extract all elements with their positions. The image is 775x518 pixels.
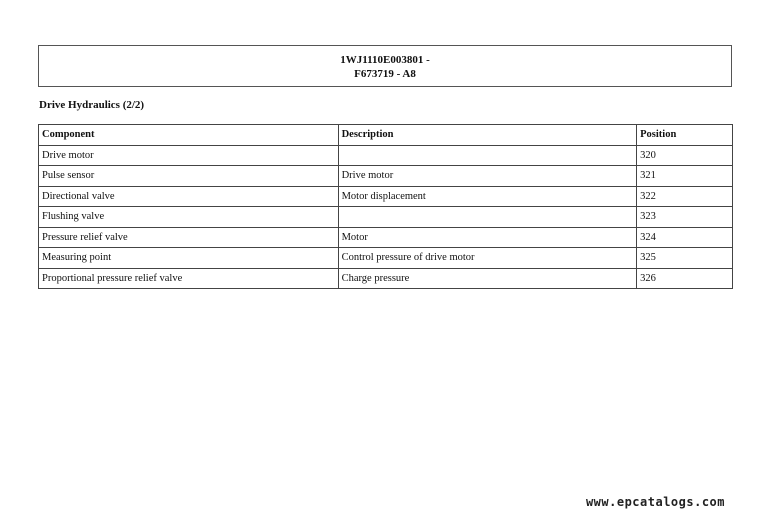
column-header-position: Position [637, 125, 733, 146]
table-header-row [39, 125, 733, 146]
column-header-component: Component [39, 125, 339, 146]
cell-component: Drive motor [39, 145, 339, 166]
cell-component: Directional valve [39, 186, 339, 207]
watermark: www.epcatalogs.com [585, 495, 725, 509]
cell-component: Measuring point [39, 248, 339, 269]
component-table [38, 124, 733, 289]
column-header-description: Description [338, 125, 637, 146]
cell-description: Motor [338, 227, 637, 248]
document-id-line-1: 1WJ1110E003801 - [340, 54, 430, 66]
table-row [39, 248, 733, 269]
cell-component: Flushing valve [39, 207, 339, 228]
cell-position: 324 [637, 227, 733, 248]
document-id-line-2: F673719 - A8 [354, 68, 416, 80]
cell-component: Pulse sensor [39, 166, 339, 187]
cell-position: 321 [637, 166, 733, 187]
table-row [39, 145, 733, 166]
cell-description: Control pressure of drive motor [338, 248, 637, 269]
cell-position: 323 [637, 207, 733, 228]
cell-description: Motor displacement [338, 186, 637, 207]
cell-description: Charge pressure [338, 268, 637, 289]
section-title: Drive Hydraulics (2/2) [39, 99, 145, 111]
cell-description [338, 207, 637, 228]
table-row [39, 268, 733, 289]
cell-component: Pressure relief valve [39, 227, 339, 248]
document-header-box [38, 45, 732, 87]
cell-description: Drive motor [338, 166, 637, 187]
cell-position: 320 [637, 145, 733, 166]
cell-position: 325 [637, 248, 733, 269]
table-row [39, 227, 733, 248]
cell-position: 322 [637, 186, 733, 207]
cell-description [338, 145, 637, 166]
cell-component: Proportional pressure relief valve [39, 268, 339, 289]
cell-position: 326 [637, 268, 733, 289]
table-row [39, 207, 733, 228]
table-row [39, 166, 733, 187]
table-row [39, 186, 733, 207]
